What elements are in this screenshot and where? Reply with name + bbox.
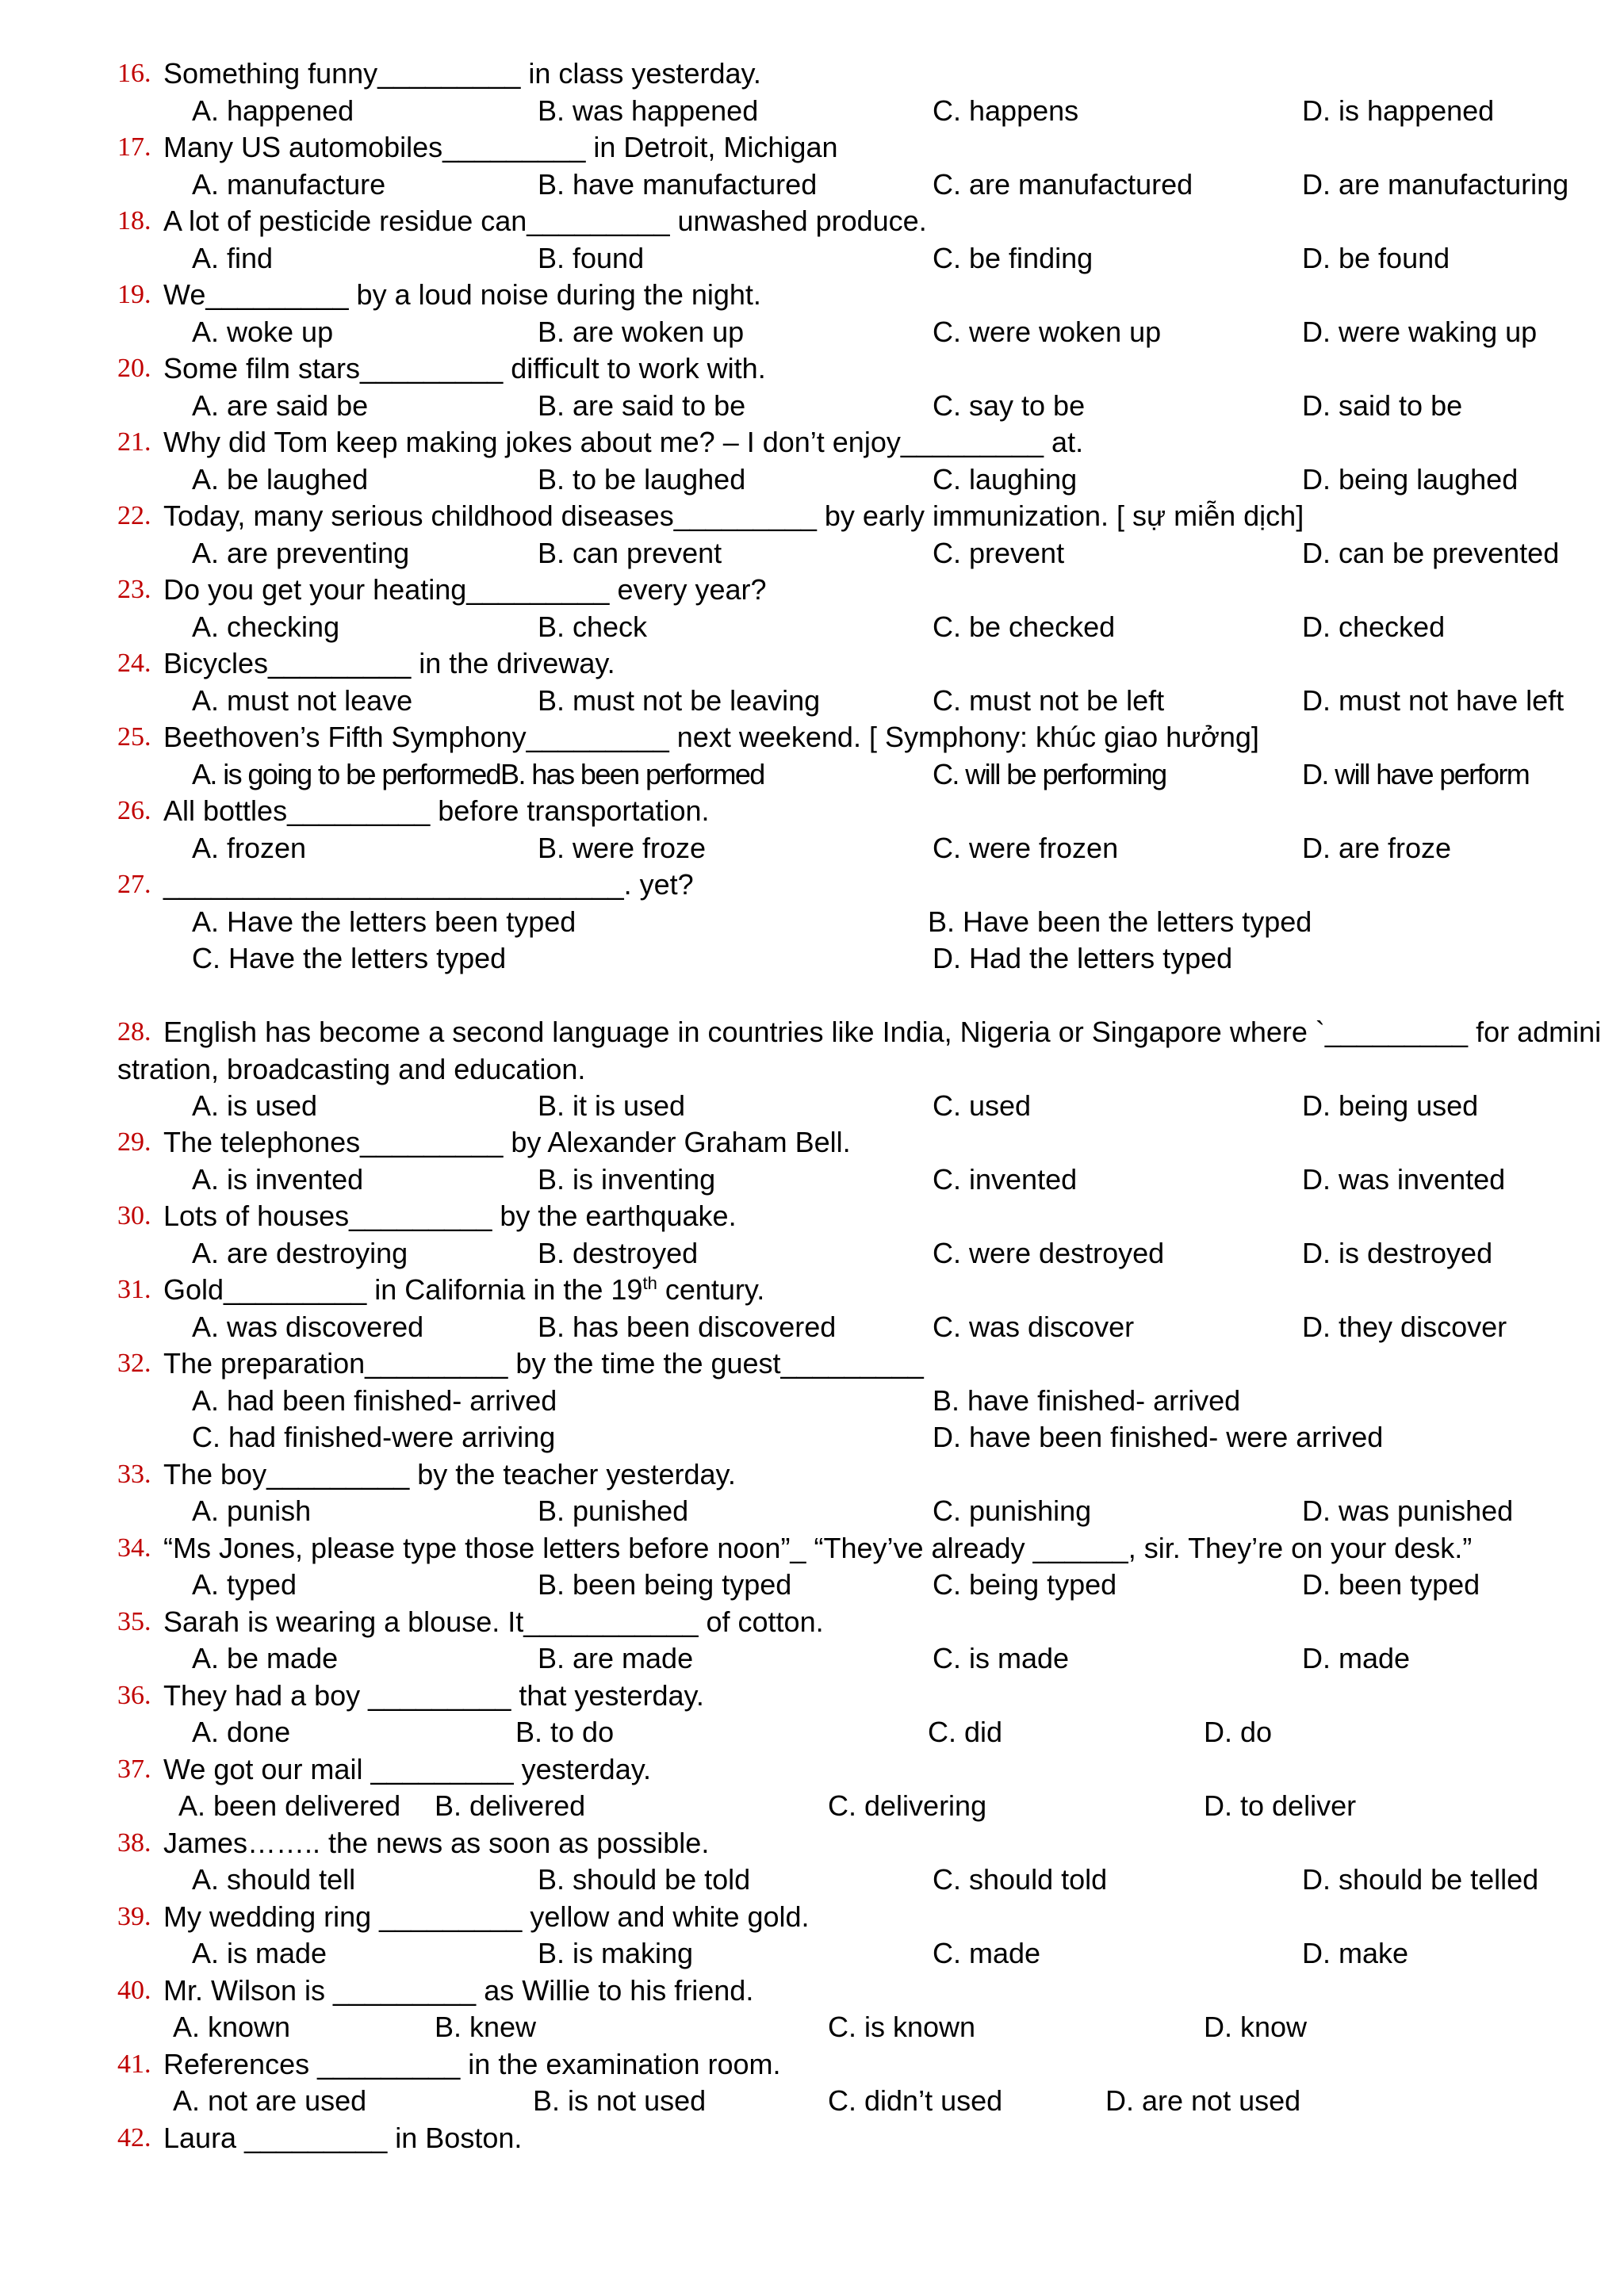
option-a: A. find xyxy=(192,242,274,274)
options-28 xyxy=(0,1088,1624,1124)
options-38 xyxy=(0,1862,1624,1898)
question-number: 16. xyxy=(117,59,151,88)
options-26 xyxy=(0,830,1624,867)
options-39 xyxy=(0,1935,1624,1972)
option-c: C. was discover xyxy=(933,1311,1135,1343)
option-a: A. is invented xyxy=(192,1163,364,1196)
options-35 xyxy=(0,1640,1624,1677)
option-b: B. are woken up xyxy=(538,316,745,348)
options-21 xyxy=(0,461,1624,498)
option-b: B. found xyxy=(538,242,645,274)
option-c: C. say to be xyxy=(933,389,1086,422)
option-c: C. did xyxy=(928,1716,1003,1748)
option-a-b: A. is going to be performedB. has been performed xyxy=(192,758,764,790)
option-c: C. is known xyxy=(828,2011,976,2043)
question-stem xyxy=(163,1272,764,1308)
option-a: A. is made xyxy=(192,1937,327,1969)
question-42 xyxy=(0,2120,1624,2156)
option-a: A. is used xyxy=(192,1089,318,1122)
option-c: C. is made xyxy=(933,1642,1070,1674)
option-d: D. is happened xyxy=(1302,94,1495,127)
question-stem: We_________ by a loud noise during the night. xyxy=(163,278,761,311)
option-a: A. been delivered xyxy=(178,1789,401,1822)
question-number: 36. xyxy=(117,1681,151,1710)
question-28 xyxy=(0,1014,1624,1050)
option-c: C. will be performing xyxy=(933,758,1166,790)
question-stem: Sarah is wearing a blouse. It___________ of cotton. xyxy=(163,1605,824,1638)
options-17 xyxy=(0,166,1624,203)
question-36 xyxy=(0,1678,1624,1714)
option-c: C. didn’t used xyxy=(828,2084,1003,2117)
stem-text-end: century. xyxy=(657,1273,765,1306)
option-c: C. laughing xyxy=(933,463,1078,496)
options-33 xyxy=(0,1493,1624,1529)
option-c: C. being typed xyxy=(933,1568,1117,1601)
options-20 xyxy=(0,388,1624,424)
option-b: B. to be laughed xyxy=(538,463,746,496)
options-32-row2 xyxy=(0,1419,1624,1456)
option-d: D. was punished xyxy=(1302,1494,1514,1527)
option-b: B. are said to be xyxy=(538,389,746,422)
option-d: D. being laughed xyxy=(1302,463,1519,496)
option-b: B. have finished- arrived xyxy=(933,1384,1241,1417)
option-b: B. can prevent xyxy=(538,537,722,569)
question-stem: Beethoven’s Fifth Symphony_________ next weekend. [ Symphony: khúc giao hưởng] xyxy=(163,721,1259,753)
question-26 xyxy=(0,793,1624,829)
option-c: C. used xyxy=(933,1089,1032,1122)
options-24 xyxy=(0,683,1624,719)
question-31 xyxy=(0,1272,1624,1308)
question-stem: Laura _________ in Boston. xyxy=(163,2122,523,2154)
option-d: D. be found xyxy=(1302,242,1450,274)
question-stem: “Ms Jones, please type those letters before noon”_ “They’ve already ______, sir. They’re on your desk.” xyxy=(163,1532,1473,1564)
question-stem: Why did Tom keep making jokes about me? – I don’t enjoy_________ at. xyxy=(163,426,1084,458)
option-c: C. must not be left xyxy=(933,684,1165,717)
question-stem: The preparation_________ by the time the guest_________ xyxy=(163,1347,924,1380)
option-d: D. made xyxy=(1302,1642,1411,1674)
question-16 xyxy=(0,55,1624,92)
option-d: D. was invented xyxy=(1302,1163,1506,1196)
option-b: B. Have been the letters typed xyxy=(928,905,1312,938)
option-a: A. happened xyxy=(192,94,354,127)
question-number: 29. xyxy=(117,1127,151,1157)
option-c: C. be checked xyxy=(933,610,1116,643)
options-22 xyxy=(0,535,1624,572)
option-d: D. can be prevented xyxy=(1302,537,1560,569)
option-a: A. typed xyxy=(192,1568,297,1601)
question-stem: They had a boy _________ that yesterday. xyxy=(163,1679,704,1712)
options-25 xyxy=(0,756,1624,793)
option-d: D. have been finished- were arrived xyxy=(933,1421,1384,1453)
question-stem: References _________ in the examination room. xyxy=(163,2048,781,2080)
question-number: 17. xyxy=(117,132,151,162)
option-a: A. known xyxy=(173,2011,291,2043)
question-41 xyxy=(0,2046,1624,2083)
options-36 xyxy=(0,1714,1624,1751)
option-b: B. are made xyxy=(538,1642,694,1674)
question-17 xyxy=(0,129,1624,166)
options-37 xyxy=(0,1788,1624,1824)
question-number: 35. xyxy=(117,1607,151,1636)
option-b: B. were froze xyxy=(538,832,707,864)
option-a: A. checking xyxy=(192,610,340,643)
question-23 xyxy=(0,572,1624,608)
option-a: A. punish xyxy=(192,1494,312,1527)
question-32 xyxy=(0,1345,1624,1382)
option-a: A. was discovered xyxy=(192,1311,424,1343)
option-d: D. are manufacturing xyxy=(1302,168,1569,201)
option-b: B. is inventing xyxy=(538,1163,716,1196)
options-23 xyxy=(0,609,1624,645)
question-stem: Do you get your heating_________ every year? xyxy=(163,573,767,606)
option-b: B. check xyxy=(538,610,648,643)
option-b: B. to do xyxy=(515,1716,615,1748)
question-number: 21. xyxy=(117,427,151,457)
question-35 xyxy=(0,1604,1624,1640)
option-d: D. are froze xyxy=(1302,832,1452,864)
option-b: B. punished xyxy=(538,1494,689,1527)
question-number: 28. xyxy=(117,1017,151,1047)
option-b: B. delivered xyxy=(435,1789,586,1822)
question-stem: Something funny_________ in class yesterday. xyxy=(163,57,761,90)
question-22 xyxy=(0,498,1624,534)
option-b: B. knew xyxy=(435,2011,537,2043)
option-b: B. been being typed xyxy=(538,1568,792,1601)
option-b: B. should be told xyxy=(538,1863,751,1896)
options-19 xyxy=(0,314,1624,350)
options-41 xyxy=(0,2083,1624,2119)
option-b: B. have manufactured xyxy=(538,168,818,201)
question-number: 31. xyxy=(117,1275,151,1304)
option-a: A. be made xyxy=(192,1642,339,1674)
option-c: C. happens xyxy=(933,94,1079,127)
question-number: 22. xyxy=(117,501,151,530)
question-stem: _____________________________. yet? xyxy=(163,868,694,901)
question-number: 20. xyxy=(117,354,151,383)
option-d: D. should be telled xyxy=(1302,1863,1539,1896)
question-28-continued xyxy=(0,1051,1624,1088)
question-29 xyxy=(0,1124,1624,1161)
option-c: C. had finished-were arriving xyxy=(192,1421,556,1453)
question-40 xyxy=(0,1973,1624,2009)
option-b: B. it is used xyxy=(538,1089,686,1122)
option-c: C. should told xyxy=(933,1863,1108,1896)
option-d: D. were waking up xyxy=(1302,316,1538,348)
option-d: D. do xyxy=(1204,1716,1273,1748)
options-34 xyxy=(0,1567,1624,1603)
option-a: A. are preventing xyxy=(192,537,410,569)
question-38 xyxy=(0,1825,1624,1862)
question-number: 42. xyxy=(117,2123,151,2152)
question-stem: All bottles_________ before transportation. xyxy=(163,794,710,827)
question-number: 24. xyxy=(117,649,151,678)
question-stem: Today, many serious childhood diseases_________ by early immunization. [ sự miễn dịch] xyxy=(163,499,1304,532)
question-stem: Some film stars_________ difficult to work with. xyxy=(163,352,766,385)
options-27-row2 xyxy=(0,940,1624,977)
option-d: D. know xyxy=(1204,2011,1308,2043)
option-d: D. checked xyxy=(1302,610,1446,643)
option-a: A. manufacture xyxy=(192,168,386,201)
question-37 xyxy=(0,1751,1624,1788)
question-33 xyxy=(0,1456,1624,1493)
question-stem: Lots of houses_________ by the earthquake. xyxy=(163,1200,737,1232)
option-a: A. should tell xyxy=(192,1863,356,1896)
option-b: B. was happened xyxy=(538,94,759,127)
question-number: 32. xyxy=(117,1349,151,1378)
option-d: D. make xyxy=(1302,1937,1409,1969)
option-a: A. frozen xyxy=(192,832,307,864)
question-stem: Bicycles_________ in the driveway. xyxy=(163,647,615,679)
option-c: C. were destroyed xyxy=(933,1237,1165,1269)
question-number: 34. xyxy=(117,1533,151,1563)
question-number: 25. xyxy=(117,722,151,752)
question-number: 27. xyxy=(117,870,151,899)
option-c: C. be finding xyxy=(933,242,1094,274)
superscript: th xyxy=(642,1273,657,1293)
option-c: C. were frozen xyxy=(933,832,1119,864)
option-c: C. punishing xyxy=(933,1494,1092,1527)
options-40 xyxy=(0,2009,1624,2045)
question-18 xyxy=(0,203,1624,239)
question-number: 41. xyxy=(117,2049,151,2079)
question-number: 26. xyxy=(117,796,151,825)
option-a: A. must not leave xyxy=(192,684,413,717)
options-16 xyxy=(0,93,1624,129)
question-27 xyxy=(0,867,1624,903)
option-d: D. said to be xyxy=(1302,389,1463,422)
question-stem: A lot of pesticide residue can_________ unwashed produce. xyxy=(163,205,927,237)
question-stem: Mr. Wilson is _________ as Willie to his friend. xyxy=(163,1974,754,2007)
option-b: B. has been discovered xyxy=(538,1311,837,1343)
option-d: D. to deliver xyxy=(1204,1789,1357,1822)
option-c: C. prevent xyxy=(933,537,1065,569)
option-d: D. are not used xyxy=(1105,2084,1301,2117)
question-number: 39. xyxy=(117,1902,151,1931)
question-stem: The telephones_________ by Alexander Graham Bell. xyxy=(163,1126,851,1158)
question-25 xyxy=(0,719,1624,756)
option-a: A. woke up xyxy=(192,316,334,348)
option-a: A. not are used xyxy=(173,2084,367,2117)
question-24 xyxy=(0,645,1624,682)
option-a: A. are said be xyxy=(192,389,369,422)
option-b: B. is making xyxy=(538,1937,694,1969)
options-32-row1 xyxy=(0,1383,1624,1419)
option-c: C. Have the letters typed xyxy=(192,942,507,974)
question-number: 18. xyxy=(117,206,151,235)
option-d: D. they discover xyxy=(1302,1311,1507,1343)
question-number: 19. xyxy=(117,280,151,309)
option-d: D. been typed xyxy=(1302,1568,1480,1601)
option-d: D. will have perform xyxy=(1302,758,1530,790)
option-a: A. be laughed xyxy=(192,463,369,496)
question-number: 33. xyxy=(117,1460,151,1489)
option-a: A. Have the letters been typed xyxy=(192,905,576,938)
option-a: A. had been finished- arrived xyxy=(192,1384,557,1417)
option-c: C. are manufactured xyxy=(933,168,1193,201)
options-31 xyxy=(0,1309,1624,1345)
options-27-row1 xyxy=(0,904,1624,940)
question-stem-continued: stration, broadcasting and education. xyxy=(117,1053,586,1085)
options-29 xyxy=(0,1161,1624,1198)
question-stem: English has become a second language in countries like India, Nigeria or Singapore where `_________ for admini xyxy=(163,1016,1602,1048)
option-b: B. is not used xyxy=(533,2084,707,2117)
question-stem: My wedding ring _________ yellow and white gold. xyxy=(163,1900,810,1933)
question-stem: We got our mail _________ yesterday. xyxy=(163,1753,652,1785)
option-d: D. must not have left xyxy=(1302,684,1565,717)
option-c: C. invented xyxy=(933,1163,1078,1196)
option-d: D. is destroyed xyxy=(1302,1237,1493,1269)
question-number: 40. xyxy=(117,1976,151,2005)
question-number: 37. xyxy=(117,1755,151,1784)
stem-text: Gold_________ in California in the 19 xyxy=(163,1273,643,1306)
question-stem: Many US automobiles_________ in Detroit, Michigan xyxy=(163,131,838,163)
option-c: C. delivering xyxy=(828,1789,987,1822)
option-c: C. made xyxy=(933,1937,1041,1969)
option-a: A. done xyxy=(192,1716,291,1748)
question-stem: The boy_________ by the teacher yesterday. xyxy=(163,1458,736,1490)
options-30 xyxy=(0,1235,1624,1272)
option-b: B. must not be leaving xyxy=(538,684,821,717)
option-a: A. are destroying xyxy=(192,1237,408,1269)
question-21 xyxy=(0,424,1624,461)
question-34 xyxy=(0,1530,1624,1567)
question-number: 30. xyxy=(117,1201,151,1230)
question-19 xyxy=(0,277,1624,313)
question-stem: James…….. the news as soon as possible. xyxy=(163,1827,710,1859)
question-number: 23. xyxy=(117,575,151,604)
question-number: 38. xyxy=(117,1828,151,1858)
option-d: D. being used xyxy=(1302,1089,1479,1122)
option-b: B. destroyed xyxy=(538,1237,699,1269)
question-30 xyxy=(0,1198,1624,1234)
option-c: C. were woken up xyxy=(933,316,1162,348)
question-20 xyxy=(0,350,1624,387)
option-d: D. Had the letters typed xyxy=(933,942,1233,974)
options-18 xyxy=(0,240,1624,277)
question-39 xyxy=(0,1899,1624,1935)
